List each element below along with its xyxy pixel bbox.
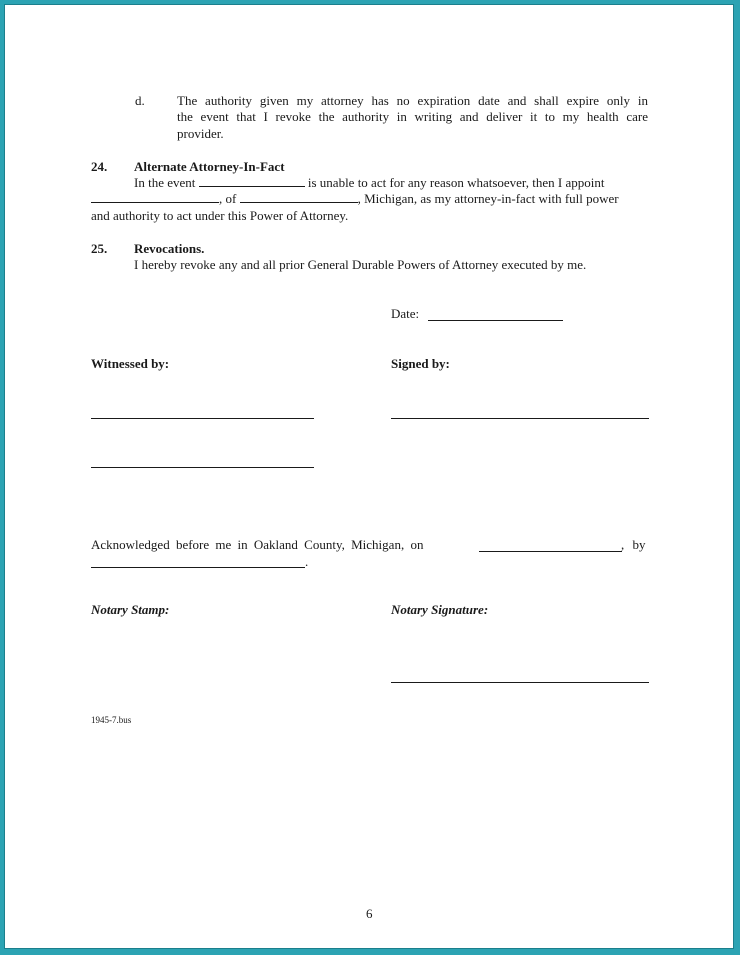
section-24-l1-b: is unable to act for any reason whatsoever, then I appoint bbox=[307, 175, 605, 190]
section-24-line-2 bbox=[91, 191, 619, 208]
appointee-city-blank[interactable] bbox=[240, 191, 358, 203]
acknowledgment-text: Acknowledged before me in Oakland County, Michigan, on bbox=[91, 537, 424, 552]
witness-1-signature-line[interactable] bbox=[91, 418, 314, 419]
document-page bbox=[4, 4, 734, 949]
acknowledgment-end: . bbox=[305, 554, 309, 569]
signer-signature-line[interactable] bbox=[391, 418, 649, 419]
date-label: Date: bbox=[391, 306, 420, 321]
item-d-line-3: provider. bbox=[177, 126, 224, 141]
acknowledgment-name-blank[interactable] bbox=[91, 567, 305, 568]
section-24-line-3: and authority to act under this Power of Attorney. bbox=[91, 208, 349, 223]
section-24-line-1 bbox=[134, 175, 604, 192]
footer-code: 1945-7.bus bbox=[91, 715, 132, 725]
section-24-l2-b: , Michigan, as my attorney-in-fact with full power bbox=[357, 191, 619, 206]
section-24-l1-a: In the event bbox=[134, 175, 196, 190]
section-25-text: I hereby revoke any and all prior General Durable Powers of Attorney executed by me. bbox=[134, 257, 587, 272]
section-25-title: Revocations. bbox=[134, 241, 205, 256]
page-number: 6 bbox=[366, 906, 373, 921]
notary-signature-line[interactable] bbox=[391, 682, 649, 683]
alternate-attorney-name-blank[interactable] bbox=[199, 175, 305, 187]
section-25-number: 25. bbox=[91, 241, 108, 256]
notary-stamp-label: Notary Stamp: bbox=[91, 602, 170, 617]
item-d-line-1: The authority given my attorney has no expiration date and shall expire only in bbox=[177, 93, 648, 108]
date-blank[interactable] bbox=[428, 320, 563, 321]
item-d-line-2: the event that I revoke the authority in writing and deliver it to my health care bbox=[177, 109, 648, 124]
section-24-title: Alternate Attorney-In-Fact bbox=[134, 159, 285, 174]
acknowledgment-date-blank[interactable] bbox=[479, 551, 622, 552]
acknowledgment-by: , by bbox=[621, 537, 646, 552]
notary-signature-label: Notary Signature: bbox=[391, 602, 489, 617]
witness-2-signature-line[interactable] bbox=[91, 467, 314, 468]
signed-by-label: Signed by: bbox=[391, 356, 450, 371]
section-24-number: 24. bbox=[91, 159, 108, 174]
item-d-letter: d. bbox=[135, 93, 145, 108]
witnessed-by-label: Witnessed by: bbox=[91, 356, 170, 371]
appointee-name-blank[interactable] bbox=[91, 191, 219, 203]
section-24-l2-a: , of bbox=[219, 191, 237, 206]
